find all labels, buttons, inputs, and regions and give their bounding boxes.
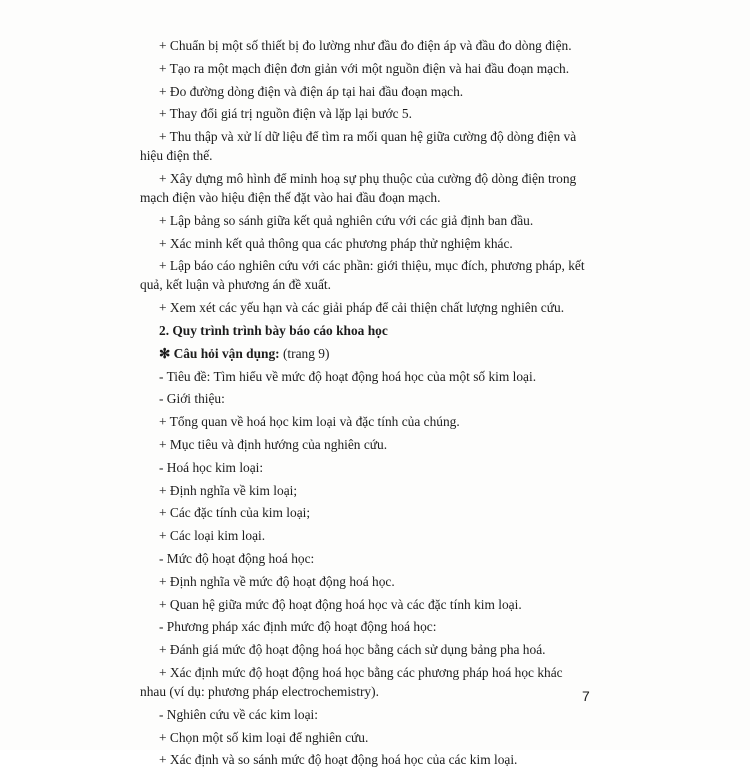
text-line: + Các loại kim loại.	[159, 528, 266, 544]
outline-item	[140, 750, 575, 769]
outline-item	[140, 435, 575, 454]
applied-question-ref: (trang 9)	[279, 345, 330, 361]
text-line: + Xác định mức độ hoạt động hoá học bằng các phương pháp hoá học khác	[159, 664, 563, 680]
outline-item	[140, 458, 575, 477]
text-line: - Mức độ hoạt động hoá học:	[159, 550, 315, 566]
paragraph	[140, 59, 575, 78]
text-line: + Các đặc tính của kim loại;	[159, 505, 311, 521]
outline-item	[140, 481, 575, 500]
text-line: - Nghiên cứu về các kim loại:	[159, 706, 318, 722]
outline-item	[140, 595, 575, 614]
research-steps-list	[140, 36, 585, 317]
text-line: + Tạo ra một mạch điện đơn giản với một nguồn điện và hai đầu đoạn mạch.	[159, 60, 570, 76]
paragraph	[140, 127, 575, 165]
outline-item	[140, 728, 575, 747]
outline-item	[140, 640, 575, 659]
text-line: + Tổng quan về hoá học kim loại và đặc tính của chúng.	[159, 414, 460, 430]
outline-item	[140, 412, 575, 431]
applied-question-line	[140, 344, 575, 363]
text-line: + Mục tiêu và định hướng của nghiên cứu.	[159, 436, 388, 452]
text-line: nhau (ví dụ: phương pháp electrochemistry).	[140, 683, 379, 699]
paragraph	[140, 256, 585, 294]
text-line: + Lập bảng so sánh giữa kết quả nghiên cứu với các giả định ban đầu.	[159, 212, 534, 228]
outline-item	[140, 389, 575, 408]
text-line: + Lập báo cáo nghiên cứu với các phần: giới thiệu, mục đích, phương pháp, kết	[159, 258, 585, 274]
outline-item	[140, 549, 575, 568]
paragraph	[140, 298, 575, 317]
text-line: + Xây dựng mô hình để minh hoạ sự phụ thuộc của cường độ dòng điện trong	[159, 170, 577, 186]
paragraph	[140, 234, 575, 253]
outline-item	[140, 572, 575, 591]
text-line: + Xác định và so sánh mức độ hoạt động hoá học của các kim loại.	[159, 752, 518, 768]
text-line: + Xem xét các yếu hạn và các giải pháp để cải thiện chất lượng nghiên cứu.	[159, 300, 565, 316]
text-line: - Tiêu đề: Tìm hiểu về mức độ hoạt động hoá học của một số kim loại.	[159, 368, 537, 384]
text-line: mạch điện vào hiệu điện thế đặt vào hai đầu đoạn mạch.	[140, 189, 441, 205]
text-line: quả, kết luận và phương án đề xuất.	[140, 277, 331, 293]
text-line: + Chọn một số kim loại để nghiên cứu.	[159, 729, 369, 745]
text-line: + Định nghĩa về mức độ hoạt động hoá học.	[159, 573, 395, 589]
text-line: - Phương pháp xác định mức độ hoạt động hoá học:	[159, 619, 437, 635]
outline-item	[140, 526, 575, 545]
outline-item	[140, 663, 575, 701]
paragraph	[140, 82, 575, 101]
text-line: - Hoá học kim loại:	[159, 459, 264, 475]
text-line: + Xác minh kết quả thông qua các phương pháp thử nghiệm khác.	[159, 235, 513, 251]
text-line: hiệu điện thế.	[140, 148, 213, 164]
paragraph	[140, 36, 575, 55]
page-content	[140, 36, 585, 773]
text-line: + Thu thập và xử lí dữ liệu để tìm ra mối quan hệ giữa cường độ dòng điện và	[159, 129, 577, 145]
text-line: - Giới thiệu:	[159, 391, 225, 407]
applied-question-label: ✻ Câu hỏi vận dụng:	[159, 345, 280, 361]
text-line: + Đánh giá mức độ hoạt động hoá học bằng cách sử dụng bảng pha hoá.	[159, 642, 546, 658]
paragraph	[140, 169, 575, 207]
outline-item	[140, 617, 575, 636]
text-line: + Đo đường dòng điện và điện áp tại hai đầu đoạn mạch.	[159, 83, 464, 99]
outline-item	[140, 367, 575, 386]
text-line: + Thay đổi giá trị nguồn điện và lặp lại bước 5.	[159, 106, 412, 122]
paragraph	[140, 104, 575, 123]
outline-item	[140, 503, 575, 522]
report-outline-list	[140, 367, 575, 770]
section-heading: 2. Quy trình trình bày báo cáo khoa học	[159, 322, 388, 338]
text-line: + Định nghĩa về kim loại;	[159, 482, 298, 498]
text-line: + Quan hệ giữa mức độ hoạt động hoá học và các đặc tính kim loại.	[159, 596, 522, 612]
text-line: + Chuẩn bị một số thiết bị đo lường như đầu đo điện áp và đầu đo dòng điện.	[159, 38, 572, 53]
paragraph	[140, 211, 575, 230]
page-number: 7	[582, 688, 590, 704]
outline-item	[140, 705, 575, 724]
